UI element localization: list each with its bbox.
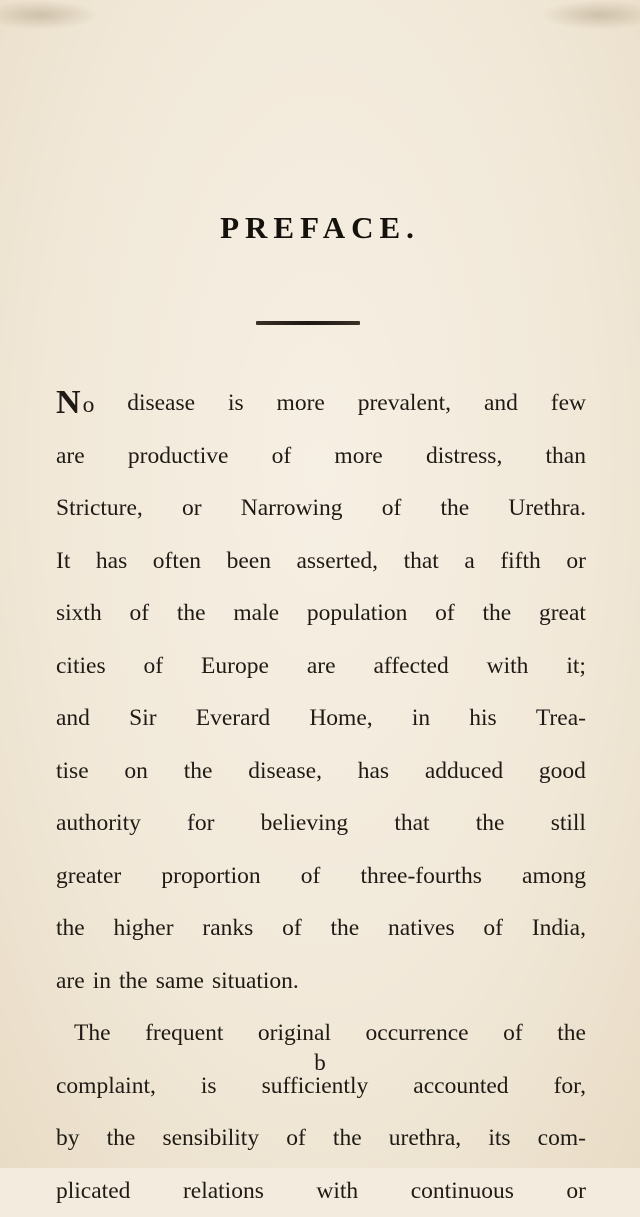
text-line: [56, 430, 586, 483]
word: accounted: [413, 1060, 508, 1113]
word: more: [334, 430, 382, 483]
word: sufficiently: [262, 1060, 369, 1113]
word: has: [358, 745, 389, 798]
word: Stricture,: [56, 482, 143, 535]
preface-body: [56, 377, 586, 1217]
word: or: [566, 535, 586, 588]
word: disease: [127, 377, 195, 430]
word: frequent: [145, 1007, 223, 1060]
drop-cap: N: [56, 384, 81, 421]
word: of: [272, 430, 292, 483]
word: that: [394, 797, 429, 850]
text-line: [56, 482, 586, 535]
word: good: [539, 745, 586, 798]
word: the: [56, 902, 85, 955]
word: Everard: [196, 692, 270, 745]
word: productive: [128, 430, 229, 483]
word: is: [228, 377, 244, 430]
word: Trea-: [536, 692, 586, 745]
word: population: [307, 587, 408, 640]
word: natives: [388, 902, 455, 955]
word: it;: [566, 640, 586, 693]
word: prevalent,: [358, 377, 451, 430]
word: Sir: [129, 692, 156, 745]
word: with: [316, 1165, 358, 1217]
text-line: [56, 955, 586, 1008]
word: The: [74, 1007, 111, 1060]
word: are: [56, 430, 85, 483]
word: are: [307, 640, 336, 693]
word: of: [382, 482, 402, 535]
word: situation.: [212, 955, 299, 1008]
word: the: [331, 902, 360, 955]
word: Urethra.: [508, 482, 586, 535]
word: same: [156, 955, 204, 1008]
word: the: [482, 587, 511, 640]
word: of: [301, 850, 321, 903]
word: India,: [532, 902, 586, 955]
text-line: [56, 1165, 586, 1217]
word: for: [187, 797, 214, 850]
word: fifth: [500, 535, 540, 588]
word: adduced: [425, 745, 503, 798]
word: among: [522, 850, 586, 903]
word: com-: [538, 1112, 586, 1165]
word: the: [440, 482, 469, 535]
word: the: [107, 1112, 136, 1165]
word: of: [282, 902, 302, 955]
word: in: [93, 955, 111, 1008]
text-line: [56, 587, 586, 640]
word: occurrence: [366, 1007, 469, 1060]
text-line: [56, 902, 586, 955]
word: believing: [261, 797, 348, 850]
word: or: [566, 1165, 586, 1217]
word: the: [333, 1112, 362, 1165]
word: by: [56, 1112, 80, 1165]
word: plicated: [56, 1165, 130, 1217]
word: complaint,: [56, 1060, 156, 1113]
word: its: [488, 1112, 510, 1165]
word: are: [56, 955, 85, 1008]
word: Europe: [201, 640, 269, 693]
word: in: [412, 692, 430, 745]
word: still: [551, 797, 586, 850]
word: of: [483, 902, 503, 955]
word: sensibility: [162, 1112, 259, 1165]
word: the: [119, 955, 148, 1008]
word: more: [277, 377, 325, 430]
text-line: [56, 377, 586, 430]
word: the: [177, 587, 206, 640]
text-line: [56, 797, 586, 850]
word: tise: [56, 745, 89, 798]
word: disease,: [248, 745, 322, 798]
word: of: [286, 1112, 306, 1165]
word: distress,: [426, 430, 502, 483]
word: male: [233, 587, 279, 640]
text-line: [56, 535, 586, 588]
text-line: [56, 850, 586, 903]
signature-mark: b: [0, 1050, 640, 1076]
word: continuous: [411, 1165, 514, 1217]
word: has: [96, 535, 127, 588]
text-line: [56, 1112, 586, 1165]
word: on: [124, 745, 148, 798]
word: and: [56, 692, 90, 745]
page-title: PREFACE.: [0, 210, 640, 246]
word: or: [182, 482, 202, 535]
text-line: [56, 640, 586, 693]
word: and: [484, 377, 518, 430]
ornamental-rule: [256, 321, 360, 325]
word: original: [258, 1007, 331, 1060]
word: It: [56, 535, 70, 588]
word: of: [130, 587, 150, 640]
first-word: [56, 377, 94, 430]
word: sixth: [56, 587, 102, 640]
word: asserted,: [296, 535, 378, 588]
word: three-fourths: [361, 850, 482, 903]
word: of: [503, 1007, 523, 1060]
word: affected: [373, 640, 448, 693]
word: the: [184, 745, 213, 798]
word: Home,: [309, 692, 372, 745]
page-corner-shadow-left: [0, 0, 100, 30]
word: for,: [554, 1060, 586, 1113]
word: urethra,: [389, 1112, 461, 1165]
word: cities: [56, 640, 106, 693]
word: greater: [56, 850, 121, 903]
word: the: [476, 797, 505, 850]
word: proportion: [161, 850, 260, 903]
word: that: [404, 535, 439, 588]
word: authority: [56, 797, 141, 850]
text-line: [56, 745, 586, 798]
word: ranks: [202, 902, 253, 955]
word: relations: [183, 1165, 264, 1217]
word: than: [546, 430, 586, 483]
word: his: [469, 692, 496, 745]
word: of: [435, 587, 455, 640]
page-corner-shadow-right: [540, 0, 640, 30]
word: of: [144, 640, 164, 693]
word: Narrowing: [241, 482, 343, 535]
word: higher: [114, 902, 174, 955]
text-line: [56, 692, 586, 745]
word: with: [487, 640, 529, 693]
word: o: [83, 392, 95, 418]
word: is: [201, 1060, 217, 1113]
word: been: [227, 535, 271, 588]
word: few: [551, 377, 586, 430]
word: great: [539, 587, 586, 640]
word: often: [153, 535, 201, 588]
word: a: [464, 535, 474, 588]
word: the: [557, 1007, 586, 1060]
